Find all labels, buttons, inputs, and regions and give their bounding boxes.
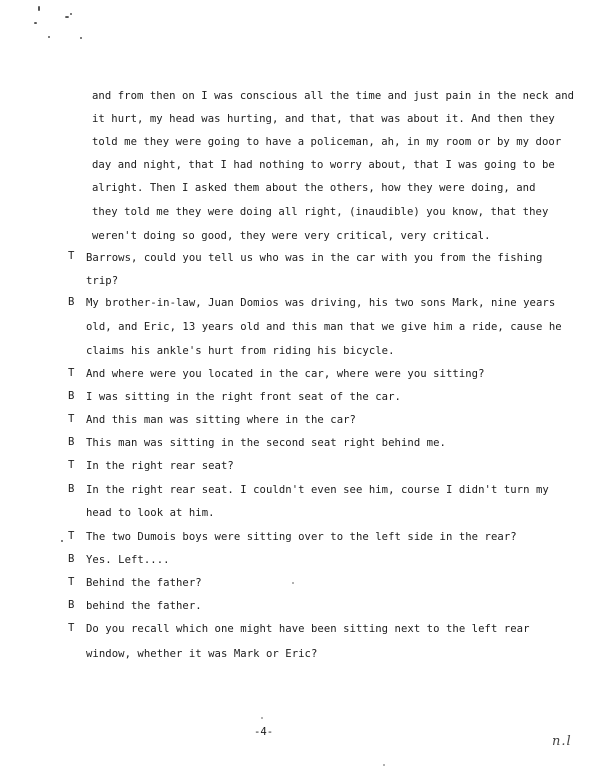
transcript-line: I was sitting in the right front seat of the car.	[86, 391, 401, 403]
transcript-line: This man was sitting in the second seat right behind me.	[86, 437, 446, 449]
scan-speck	[34, 22, 37, 24]
transcript-line: claims his ankle's hurt from riding his bicycle.	[86, 345, 395, 357]
transcript-line: told me they were going to have a policeman, ah, in my room or by my door	[92, 136, 562, 148]
transcript-line: they told me they were doing all right, (inaudible) you know, that they	[92, 206, 549, 218]
transcript-line: behind the father.	[86, 600, 202, 612]
transcript-line: Yes. Left....	[86, 554, 170, 566]
speaker-label: T	[68, 250, 75, 262]
speaker-label: T	[68, 367, 75, 379]
speaker-label: T	[68, 576, 75, 588]
speaker-label: T	[68, 622, 75, 634]
transcript-line: The two Dumois boys were sitting over to the left side in the rear?	[86, 531, 517, 543]
transcript-line: And where were you located in the car, where were you sitting?	[86, 368, 485, 380]
scan-speck	[65, 16, 69, 18]
speaker-label: T	[68, 530, 75, 542]
transcript-line: In the right rear seat. I couldn't even see him, course I didn't turn my	[86, 484, 549, 496]
scan-speck	[61, 540, 63, 542]
speaker-label: T	[68, 459, 75, 471]
transcript-line: day and night, that I had nothing to worry about, that I was going to be	[92, 159, 555, 171]
transcript-line: it hurt, my head was hurting, and that, that was about it. And then they	[92, 113, 555, 125]
transcript-line: In the right rear seat?	[86, 460, 234, 472]
transcript-line: alright. Then I asked them about the others, how they were doing, and	[92, 182, 536, 194]
transcript-line: Do you recall which one might have been sitting next to the left rear	[86, 623, 530, 635]
scan-speck	[70, 13, 72, 15]
speaker-label: B	[68, 296, 75, 308]
transcript-line: old, and Eric, 13 years old and this man that we give him a ride, cause he	[86, 321, 562, 333]
transcript-line: My brother-in-law, Juan Domios was driving, his two sons Mark, nine years	[86, 297, 556, 309]
transcript-line: Behind the father?	[86, 577, 202, 589]
speaker-label: B	[68, 553, 75, 565]
transcript-line: head to look at him.	[86, 507, 215, 519]
transcript-line: And this man was sitting where in the car?	[86, 414, 356, 426]
speaker-label: B	[68, 599, 75, 611]
speaker-label: B	[68, 390, 75, 402]
scan-speck	[261, 717, 263, 719]
scan-speck	[292, 582, 294, 584]
scan-speck	[383, 764, 385, 766]
transcript-line: and from then on I was conscious all the time and just pain in the neck and	[92, 90, 575, 102]
scan-speck	[48, 36, 50, 38]
speaker-label: T	[68, 413, 75, 425]
transcript-line: window, whether it was Mark or Eric?	[86, 648, 318, 660]
transcript-line: Barrows, could you tell us who was in the car with you from the fishing	[86, 252, 543, 264]
page-number: -4-	[254, 726, 274, 738]
scan-speck	[80, 37, 82, 39]
speaker-label: B	[68, 483, 75, 495]
speaker-label: B	[68, 436, 75, 448]
transcript-line: weren't doing so good, they were very critical, very critical.	[92, 230, 491, 242]
scan-speck	[38, 6, 40, 11]
transcript-line: trip?	[86, 275, 119, 287]
handwritten-margin-note: n.l	[552, 734, 572, 749]
